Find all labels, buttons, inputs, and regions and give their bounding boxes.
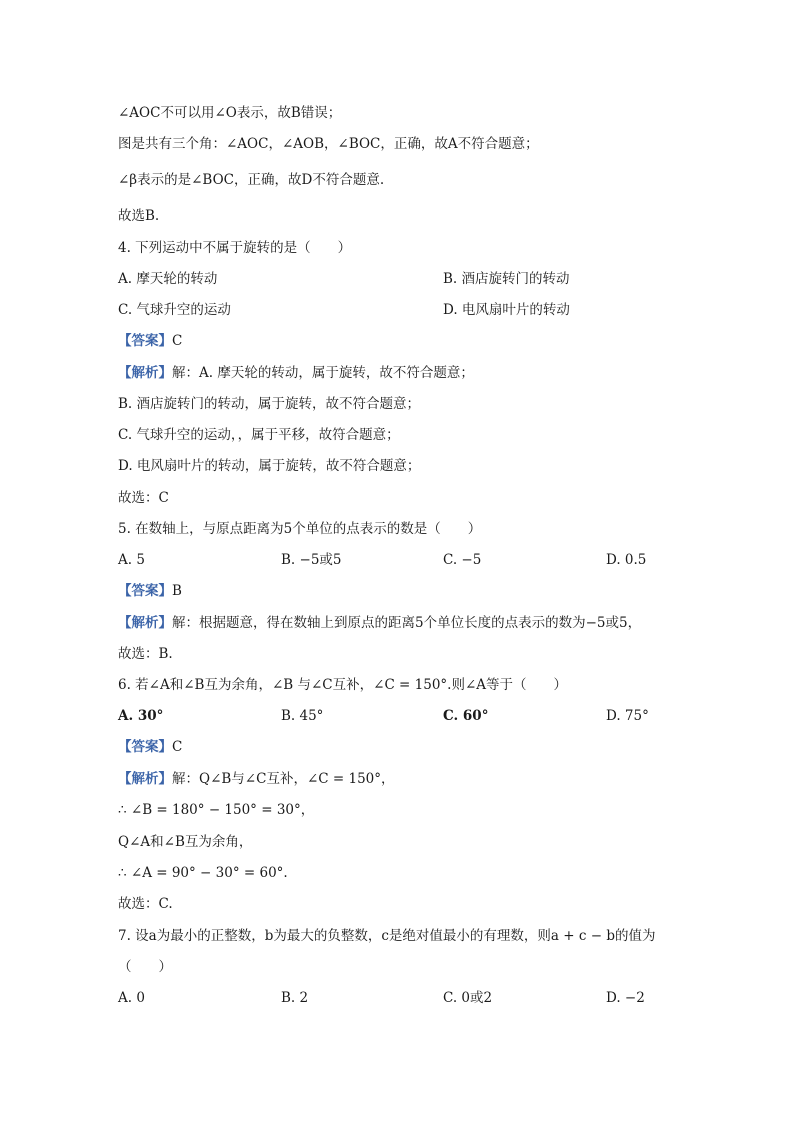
q5-explanation (118, 614, 641, 632)
q5-option-a: A. 5 (118, 552, 145, 568)
solution-line: Q∠A和∠B互为余角， (118, 834, 253, 850)
q4-explanation (118, 364, 474, 382)
q6-option-a: A. 30° (118, 708, 164, 724)
explanation-text: 解：Q∠B与∠C互补，∠C = 150°， (172, 771, 395, 787)
q6-option-d: D. 75° (606, 708, 649, 724)
solution-line: 图是共有三个角：∠AOC，∠AOB，∠BOC，正确，故A不符合题意； (118, 136, 539, 152)
solution-line: C. 气球升空的运动，，属于平移，故符合题意； (118, 427, 400, 443)
q4-option-d: D. 电风扇叶片的转动 (443, 302, 570, 318)
solution-line: ∴ ∠A = 90° − 30° = 60°. (118, 865, 288, 881)
solution-line: B. 酒店旋转门的转动，属于旋转，故不符合题意； (118, 396, 421, 412)
explanation-label: 【解析】 (118, 771, 172, 787)
solution-line: ∠AOC不可以用∠O表示，故B错误； (118, 105, 342, 121)
q6-option-b: B. 45° (281, 708, 324, 724)
solution-line: D. 电风扇叶片的转动，属于旋转，故不符合题意； (118, 458, 421, 474)
q5-option-c: C. −5 (443, 552, 482, 568)
q7-option-a: A. 0 (118, 990, 145, 1006)
explanation-text: 解：根据题意，得在数轴上到原点的距离5个单位长度的点表示的数为−5或5， (172, 615, 642, 631)
choice-line: 故选：C (118, 490, 169, 506)
answer-label: 【答案】 (118, 739, 172, 755)
answer-value: C (172, 333, 183, 349)
choice-line: 故选B. (118, 208, 160, 224)
q4-answer (118, 332, 182, 350)
answer-label: 【答案】 (118, 583, 172, 599)
q7-option-b: B. 2 (281, 990, 309, 1006)
answer-value: B (172, 583, 182, 599)
q6-option-c: C. 60° (443, 708, 489, 724)
q7-option-d: D. −2 (606, 990, 645, 1006)
question-4: 4. 下列运动中不属于旋转的是（ ） (118, 240, 352, 256)
explanation-text: 解：A. 摩天轮的转动，属于旋转，故不符合题意； (172, 365, 474, 381)
question-7: 7. 设a为最小的正整数，b为最大的负整数，c是绝对值最小的有理数，则a + c − b的值为 (118, 928, 656, 944)
question-6: 6. 若∠A和∠B互为余角，∠B 与∠C互补，∠C = 150°.则∠A等于（ ） (118, 677, 568, 693)
question-5: 5. 在数轴上，与原点距离为5个单位的点表示的数是（ ） (118, 521, 482, 537)
explanation-label: 【解析】 (118, 615, 172, 631)
solution-line: ∴ ∠B = 180° − 150° = 30°， (118, 802, 315, 818)
q4-option-a: A. 摩天轮的转动 (118, 271, 218, 287)
question-7-paren: （ ） (118, 959, 172, 975)
q5-option-d: D. 0.5 (606, 552, 647, 568)
answer-label: 【答案】 (118, 333, 172, 349)
q6-explanation (118, 770, 395, 788)
answer-value: C (172, 739, 183, 755)
q4-option-c: C. 气球升空的运动 (118, 302, 231, 318)
explanation-label: 【解析】 (118, 365, 172, 381)
q6-answer (118, 738, 182, 756)
q7-option-c: C. 0或2 (443, 990, 493, 1006)
solution-line: ∠β表示的是∠BOC，正确，故D不符合题意. (118, 172, 385, 188)
choice-line: 故选：B. (118, 646, 173, 662)
choice-line: 故选：C. (118, 896, 173, 912)
q4-option-b: B. 酒店旋转门的转动 (443, 271, 570, 287)
q5-option-b: B. −5或5 (281, 552, 342, 568)
q5-answer (118, 582, 182, 600)
